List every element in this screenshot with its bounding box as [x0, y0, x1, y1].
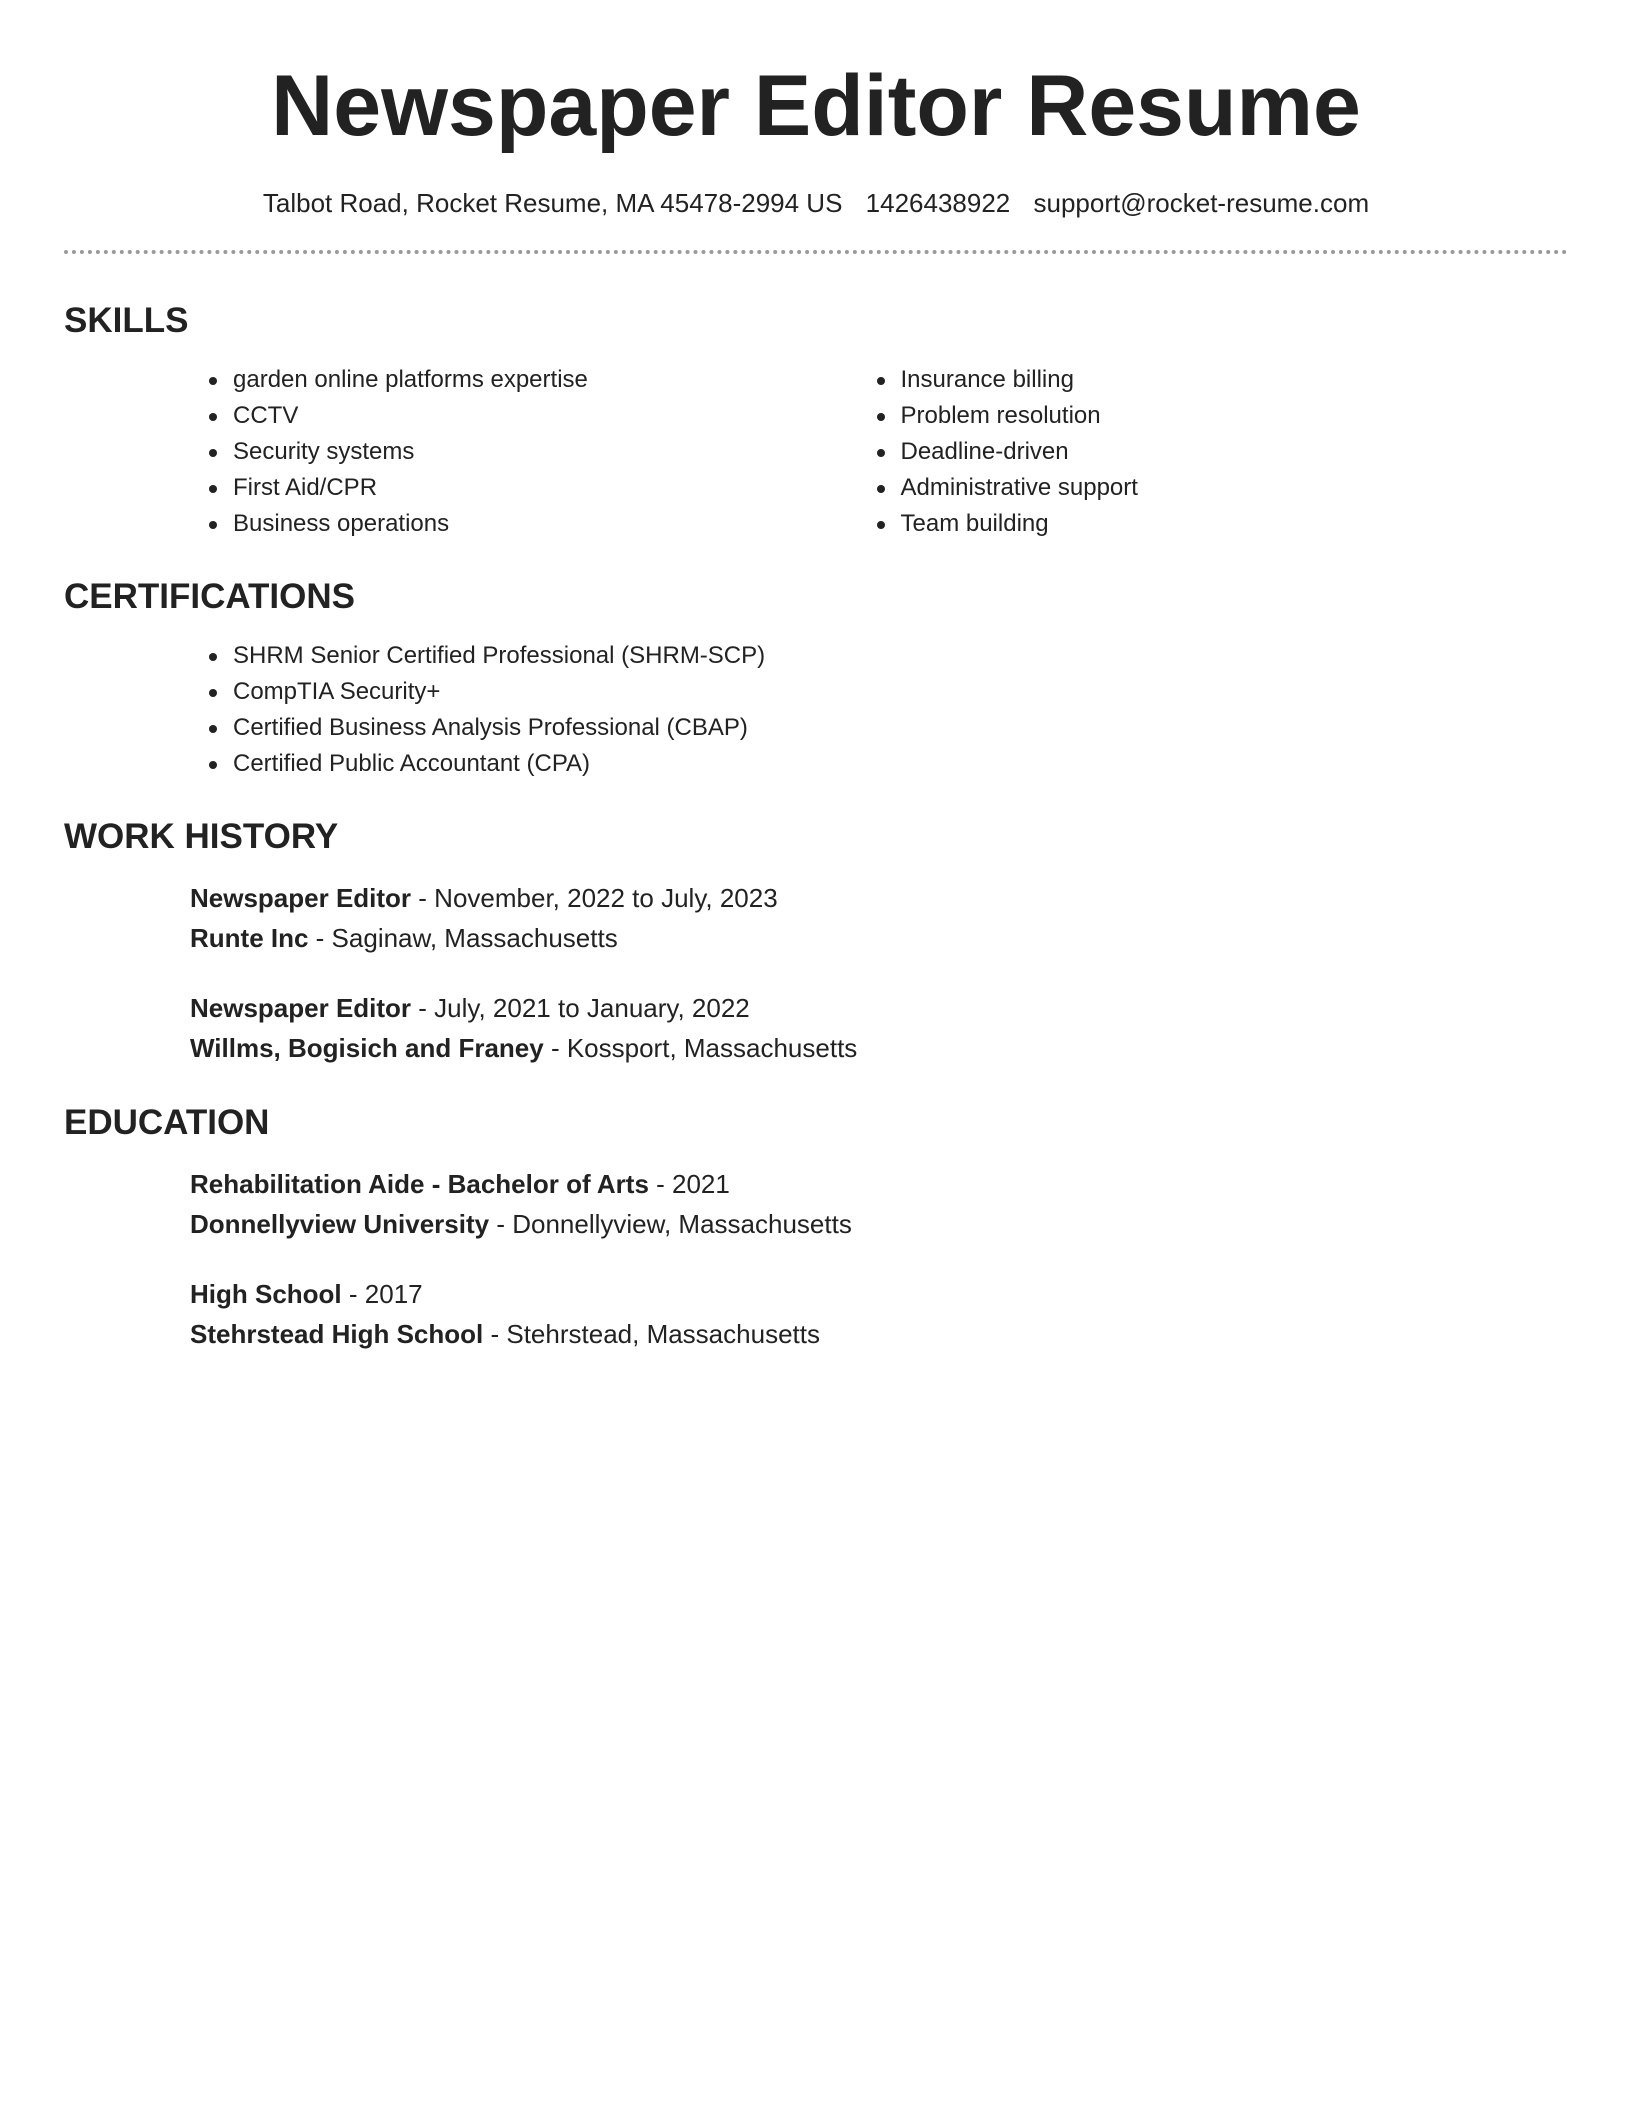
skill-item: Administrative support	[901, 470, 1569, 506]
work-role: Newspaper Editor	[190, 883, 412, 913]
work-role-line	[190, 988, 1568, 1028]
education-degree: High School	[190, 1279, 342, 1309]
work-location: - Kossport, Massachusetts	[543, 1033, 858, 1063]
education-degree-line	[190, 1274, 1568, 1314]
education-degree-line	[190, 1164, 1568, 1204]
work-history-list	[64, 878, 1568, 1068]
skills-column-left	[64, 362, 901, 542]
education-entry	[190, 1274, 1568, 1354]
education-school: Donnellyview University	[190, 1209, 490, 1239]
certifications-list	[64, 638, 1568, 782]
skill-item: Team building	[901, 506, 1569, 542]
work-role: Newspaper Editor	[190, 993, 412, 1023]
work-history-heading: WORK HISTORY	[64, 817, 339, 856]
education-location: - Stehrstead, Massachusetts	[483, 1319, 820, 1349]
work-company: Willms, Bogisich and Franey	[190, 1033, 544, 1063]
header-divider	[64, 250, 1568, 254]
work-dates: - November, 2022 to July, 2023	[411, 883, 778, 913]
contact-address: Talbot Road, Rocket Resume, MA 45478-2994 US	[262, 188, 843, 218]
resume-title: Newspaper Editor Resume	[271, 58, 1361, 154]
education-degree: Rehabilitation Aide - Bachelor of Arts	[190, 1169, 649, 1199]
work-role-line	[190, 878, 1568, 918]
skills-column-right	[901, 362, 1569, 542]
education-year: - 2017	[341, 1279, 423, 1309]
education-heading: EDUCATION	[64, 1103, 270, 1142]
skill-item: Insurance billing	[901, 362, 1569, 398]
skill-item: CCTV	[233, 398, 901, 434]
education-entry	[190, 1164, 1568, 1244]
work-entry	[190, 878, 1568, 958]
contact-phone: 1426438922	[865, 188, 1011, 218]
work-company: Runte Inc	[190, 923, 309, 953]
contact-email: support@rocket-resume.com	[1033, 188, 1370, 218]
skills-heading: SKILLS	[64, 301, 189, 340]
skill-item: Business operations	[233, 506, 901, 542]
work-company-line	[190, 1028, 1568, 1068]
skills-list	[64, 362, 1568, 542]
work-dates: - July, 2021 to January, 2022	[411, 993, 750, 1023]
skill-item: First Aid/CPR	[233, 470, 901, 506]
certification-item: Certified Business Analysis Professional (CBAP)	[233, 710, 1568, 746]
work-company-line	[190, 918, 1568, 958]
education-location: - Donnellyview, Massachusetts	[489, 1209, 852, 1239]
education-school-line	[190, 1314, 1568, 1354]
education-school-line	[190, 1204, 1568, 1244]
skill-item: Deadline-driven	[901, 434, 1569, 470]
education-year: - 2021	[648, 1169, 730, 1199]
education-list	[64, 1164, 1568, 1354]
certification-item: Certified Public Accountant (CPA)	[233, 746, 1568, 782]
contact-line	[64, 186, 1568, 220]
certification-item: SHRM Senior Certified Professional (SHRM-SCP)	[233, 638, 1568, 674]
skill-item: Problem resolution	[901, 398, 1569, 434]
certification-item: CompTIA Security+	[233, 674, 1568, 710]
skill-item: garden online platforms expertise	[233, 362, 901, 398]
education-school: Stehrstead High School	[190, 1319, 484, 1349]
work-location: - Saginaw, Massachusetts	[308, 923, 618, 953]
skill-item: Security systems	[233, 434, 901, 470]
certifications-heading: CERTIFICATIONS	[64, 577, 356, 616]
work-entry	[190, 988, 1568, 1068]
